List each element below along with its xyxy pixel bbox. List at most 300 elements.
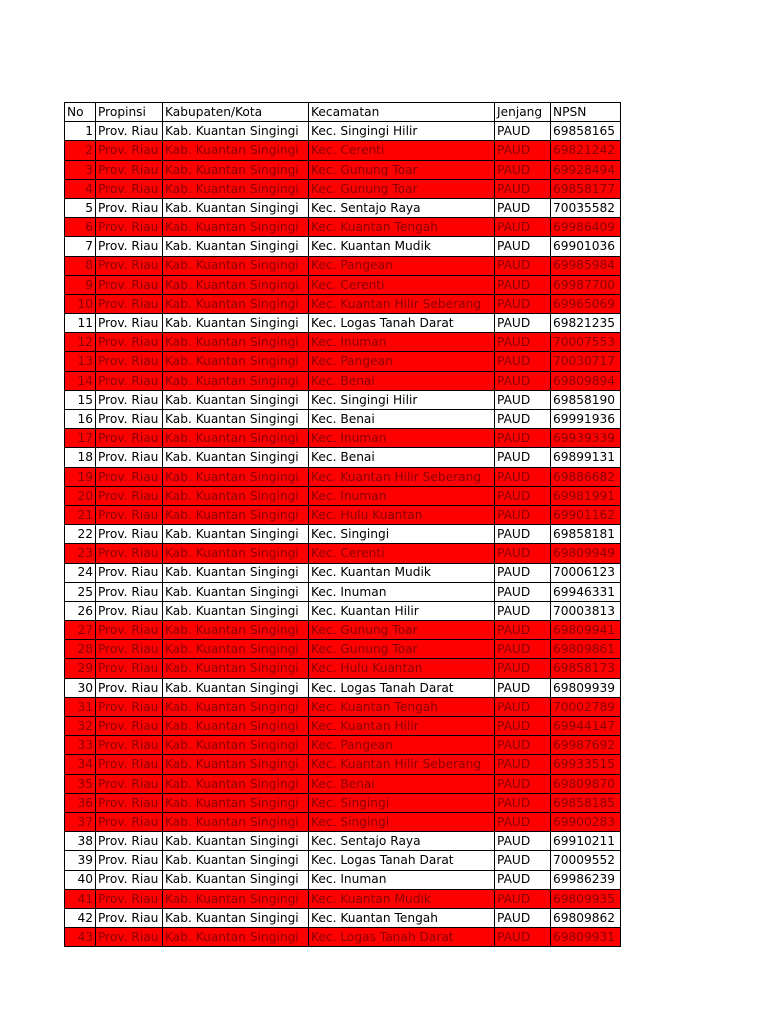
cell-no: 2 [65,141,96,160]
cell-no: 17 [65,429,96,448]
cell-no: 13 [65,352,96,371]
table-row [65,793,621,812]
cell-npsn: 70002789 [551,697,621,716]
cell-no: 22 [65,525,96,544]
cell-kabupaten: Kab. Kuantan Singingi [163,601,309,620]
cell-no: 29 [65,659,96,678]
cell-kecamatan: Kec. Kuantan Mudik [309,889,495,908]
cell-npsn: 69809861 [551,640,621,659]
cell-npsn: 69965069 [551,294,621,313]
table-row [65,563,621,582]
cell-no: 1 [65,122,96,141]
cell-jenjang: PAUD [495,908,551,927]
cell-npsn: 69901162 [551,505,621,524]
cell-no: 21 [65,505,96,524]
table-row [65,198,621,217]
table-row [65,621,621,640]
cell-jenjang: PAUD [495,851,551,870]
cell-no: 28 [65,640,96,659]
cell-jenjang: PAUD [495,448,551,467]
cell-kecamatan: Kec. Cerenti [309,275,495,294]
cell-no: 20 [65,486,96,505]
table-row [65,832,621,851]
cell-kecamatan: Kec. Kuantan Tengah [309,218,495,237]
table-row [65,505,621,524]
cell-kabupaten: Kab. Kuantan Singingi [163,621,309,640]
cell-kabupaten: Kab. Kuantan Singingi [163,659,309,678]
cell-jenjang: PAUD [495,717,551,736]
cell-propinsi: Prov. Riau [96,736,163,755]
cell-jenjang: PAUD [495,352,551,371]
table-row [65,333,621,352]
cell-no: 40 [65,870,96,889]
cell-no: 5 [65,198,96,217]
cell-kecamatan: Kec. Kuantan Tengah [309,697,495,716]
cell-propinsi: Prov. Riau [96,659,163,678]
cell-no: 32 [65,717,96,736]
cell-kecamatan: Kec. Gunung Toar [309,179,495,198]
cell-npsn: 69987692 [551,736,621,755]
cell-kecamatan: Kec. Inuman [309,870,495,889]
table-row [65,601,621,620]
cell-npsn: 69858181 [551,525,621,544]
cell-npsn: 69985984 [551,256,621,275]
table-row [65,448,621,467]
cell-jenjang: PAUD [495,122,551,141]
cell-kecamatan: Kec. Kuantan Mudik [309,563,495,582]
cell-jenjang: PAUD [495,889,551,908]
cell-no: 34 [65,755,96,774]
table-row [65,525,621,544]
cell-no: 7 [65,237,96,256]
cell-jenjang: PAUD [495,218,551,237]
table-row [65,486,621,505]
cell-kabupaten: Kab. Kuantan Singingi [163,774,309,793]
cell-npsn: 69910211 [551,832,621,851]
header-npsn: NPSN [551,103,621,122]
table-row [65,678,621,697]
cell-kabupaten: Kab. Kuantan Singingi [163,429,309,448]
table-row [65,467,621,486]
table-row [65,314,621,333]
cell-propinsi: Prov. Riau [96,870,163,889]
cell-jenjang: PAUD [495,563,551,582]
table-row [65,390,621,409]
cell-jenjang: PAUD [495,410,551,429]
cell-kecamatan: Kec. Singingi [309,793,495,812]
cell-no: 12 [65,333,96,352]
header-row [65,103,621,122]
cell-no: 31 [65,697,96,716]
cell-jenjang: PAUD [495,774,551,793]
cell-kabupaten: Kab. Kuantan Singingi [163,237,309,256]
table-row [65,928,621,947]
cell-kabupaten: Kab. Kuantan Singingi [163,179,309,198]
cell-propinsi: Prov. Riau [96,352,163,371]
cell-propinsi: Prov. Riau [96,717,163,736]
cell-kabupaten: Kab. Kuantan Singingi [163,141,309,160]
cell-kecamatan: Kec. Logas Tanah Darat [309,314,495,333]
header-kecamatan: Kecamatan [309,103,495,122]
cell-kabupaten: Kab. Kuantan Singingi [163,198,309,217]
cell-jenjang: PAUD [495,141,551,160]
table-row [65,275,621,294]
cell-propinsi: Prov. Riau [96,889,163,908]
table-row [65,256,621,275]
cell-npsn: 69858173 [551,659,621,678]
cell-npsn: 69809941 [551,621,621,640]
cell-propinsi: Prov. Riau [96,179,163,198]
cell-no: 9 [65,275,96,294]
cell-kabupaten: Kab. Kuantan Singingi [163,486,309,505]
cell-npsn: 69858185 [551,793,621,812]
cell-no: 10 [65,294,96,313]
cell-kabupaten: Kab. Kuantan Singingi [163,793,309,812]
cell-npsn: 70007553 [551,333,621,352]
cell-kecamatan: Kec. Sentajo Raya [309,832,495,851]
cell-kecamatan: Kec. Singingi Hilir [309,122,495,141]
cell-kecamatan: Kec. Pangean [309,736,495,755]
table-row [65,851,621,870]
cell-npsn: 69809935 [551,889,621,908]
cell-no: 16 [65,410,96,429]
cell-propinsi: Prov. Riau [96,371,163,390]
cell-npsn: 69858190 [551,390,621,409]
cell-npsn: 69821235 [551,314,621,333]
cell-npsn: 69939339 [551,429,621,448]
cell-npsn: 69986409 [551,218,621,237]
cell-propinsi: Prov. Riau [96,812,163,831]
cell-propinsi: Prov. Riau [96,314,163,333]
cell-propinsi: Prov. Riau [96,544,163,563]
table-row [65,717,621,736]
cell-kecamatan: Kec. Kuantan Hilir Seberang [309,755,495,774]
cell-no: 39 [65,851,96,870]
cell-kecamatan: Kec. Kuantan Hilir Seberang [309,467,495,486]
table-row [65,697,621,716]
cell-propinsi: Prov. Riau [96,486,163,505]
cell-kecamatan: Kec. Inuman [309,486,495,505]
cell-propinsi: Prov. Riau [96,563,163,582]
cell-kecamatan: Kec. Pangean [309,352,495,371]
cell-propinsi: Prov. Riau [96,928,163,947]
cell-no: 41 [65,889,96,908]
cell-jenjang: PAUD [495,755,551,774]
table-row [65,870,621,889]
cell-kecamatan: Kec. Logas Tanah Darat [309,678,495,697]
cell-jenjang: PAUD [495,697,551,716]
cell-jenjang: PAUD [495,505,551,524]
table-row [65,659,621,678]
cell-kecamatan: Kec. Inuman [309,582,495,601]
cell-kabupaten: Kab. Kuantan Singingi [163,640,309,659]
cell-kecamatan: Kec. Kuantan Hilir [309,717,495,736]
cell-jenjang: PAUD [495,390,551,409]
cell-no: 15 [65,390,96,409]
table-row [65,736,621,755]
cell-jenjang: PAUD [495,812,551,831]
cell-jenjang: PAUD [495,237,551,256]
cell-propinsi: Prov. Riau [96,198,163,217]
cell-kabupaten: Kab. Kuantan Singingi [163,928,309,947]
cell-propinsi: Prov. Riau [96,621,163,640]
cell-no: 36 [65,793,96,812]
cell-kecamatan: Kec. Hulu Kuantan [309,659,495,678]
cell-propinsi: Prov. Riau [96,429,163,448]
cell-no: 25 [65,582,96,601]
table-row [65,237,621,256]
cell-kecamatan: Kec. Benai [309,371,495,390]
header-propinsi: Propinsi [96,103,163,122]
cell-npsn: 69933515 [551,755,621,774]
cell-jenjang: PAUD [495,467,551,486]
cell-npsn: 69809870 [551,774,621,793]
cell-kabupaten: Kab. Kuantan Singingi [163,256,309,275]
table-row [65,179,621,198]
cell-jenjang: PAUD [495,678,551,697]
cell-kabupaten: Kab. Kuantan Singingi [163,352,309,371]
cell-kecamatan: Kec. Inuman [309,429,495,448]
cell-kabupaten: Kab. Kuantan Singingi [163,582,309,601]
cell-jenjang: PAUD [495,793,551,812]
cell-kabupaten: Kab. Kuantan Singingi [163,851,309,870]
cell-kabupaten: Kab. Kuantan Singingi [163,717,309,736]
cell-kecamatan: Kec. Hulu Kuantan [309,505,495,524]
cell-kabupaten: Kab. Kuantan Singingi [163,448,309,467]
cell-jenjang: PAUD [495,371,551,390]
cell-no: 27 [65,621,96,640]
cell-no: 37 [65,812,96,831]
cell-propinsi: Prov. Riau [96,832,163,851]
cell-kecamatan: Kec. Cerenti [309,141,495,160]
cell-kecamatan: Kec. Gunung Toar [309,640,495,659]
cell-jenjang: PAUD [495,486,551,505]
cell-npsn: 69821242 [551,141,621,160]
header-kabupaten: Kabupaten/Kota [163,103,309,122]
cell-npsn: 69901036 [551,237,621,256]
cell-jenjang: PAUD [495,544,551,563]
cell-propinsi: Prov. Riau [96,582,163,601]
cell-kecamatan: Kec. Singingi [309,812,495,831]
cell-npsn: 70003813 [551,601,621,620]
table-row [65,352,621,371]
cell-npsn: 69986239 [551,870,621,889]
cell-npsn: 70030717 [551,352,621,371]
table-row [65,160,621,179]
cell-kecamatan: Kec. Sentajo Raya [309,198,495,217]
cell-kecamatan: Kec. Kuantan Hilir Seberang [309,294,495,313]
cell-no: 24 [65,563,96,582]
cell-npsn: 69946331 [551,582,621,601]
cell-npsn: 69981991 [551,486,621,505]
table-row [65,429,621,448]
cell-propinsi: Prov. Riau [96,448,163,467]
cell-npsn: 69809894 [551,371,621,390]
cell-kecamatan: Kec. Logas Tanah Darat [309,928,495,947]
cell-propinsi: Prov. Riau [96,908,163,927]
cell-jenjang: PAUD [495,294,551,313]
cell-jenjang: PAUD [495,314,551,333]
cell-jenjang: PAUD [495,179,551,198]
cell-propinsi: Prov. Riau [96,390,163,409]
cell-propinsi: Prov. Riau [96,122,163,141]
header-jenjang: Jenjang [495,103,551,122]
table-row [65,640,621,659]
cell-npsn: 69809949 [551,544,621,563]
cell-jenjang: PAUD [495,582,551,601]
cell-npsn: 69991936 [551,410,621,429]
cell-kabupaten: Kab. Kuantan Singingi [163,544,309,563]
cell-npsn: 69899131 [551,448,621,467]
cell-kecamatan: Kec. Kuantan Hilir [309,601,495,620]
cell-no: 30 [65,678,96,697]
cell-kabupaten: Kab. Kuantan Singingi [163,678,309,697]
cell-kabupaten: Kab. Kuantan Singingi [163,812,309,831]
cell-propinsi: Prov. Riau [96,525,163,544]
cell-kabupaten: Kab. Kuantan Singingi [163,525,309,544]
cell-kabupaten: Kab. Kuantan Singingi [163,697,309,716]
cell-no: 14 [65,371,96,390]
cell-jenjang: PAUD [495,928,551,947]
cell-propinsi: Prov. Riau [96,678,163,697]
cell-propinsi: Prov. Riau [96,294,163,313]
cell-no: 43 [65,928,96,947]
cell-no: 38 [65,832,96,851]
cell-npsn: 70006123 [551,563,621,582]
cell-propinsi: Prov. Riau [96,601,163,620]
cell-kecamatan: Kec. Cerenti [309,544,495,563]
cell-no: 11 [65,314,96,333]
cell-propinsi: Prov. Riau [96,237,163,256]
cell-no: 33 [65,736,96,755]
cell-kecamatan: Kec. Singingi Hilir [309,390,495,409]
cell-propinsi: Prov. Riau [96,141,163,160]
cell-kecamatan: Kec. Singingi [309,525,495,544]
cell-kabupaten: Kab. Kuantan Singingi [163,505,309,524]
cell-no: 3 [65,160,96,179]
cell-propinsi: Prov. Riau [96,851,163,870]
table-row [65,410,621,429]
cell-kecamatan: Kec. Kuantan Mudik [309,237,495,256]
cell-kabupaten: Kab. Kuantan Singingi [163,832,309,851]
cell-jenjang: PAUD [495,198,551,217]
cell-kecamatan: Kec. Benai [309,774,495,793]
cell-kecamatan: Kec. Gunung Toar [309,621,495,640]
table-row [65,908,621,927]
cell-no: 18 [65,448,96,467]
cell-kecamatan: Kec. Pangean [309,256,495,275]
cell-npsn: 69987700 [551,275,621,294]
cell-propinsi: Prov. Riau [96,467,163,486]
cell-no: 42 [65,908,96,927]
cell-jenjang: PAUD [495,256,551,275]
cell-propinsi: Prov. Riau [96,160,163,179]
cell-kabupaten: Kab. Kuantan Singingi [163,908,309,927]
cell-jenjang: PAUD [495,640,551,659]
cell-propinsi: Prov. Riau [96,755,163,774]
cell-no: 4 [65,179,96,198]
cell-no: 6 [65,218,96,237]
cell-kabupaten: Kab. Kuantan Singingi [163,410,309,429]
cell-npsn: 69858177 [551,179,621,198]
cell-propinsi: Prov. Riau [96,218,163,237]
cell-jenjang: PAUD [495,275,551,294]
cell-jenjang: PAUD [495,870,551,889]
cell-kabupaten: Kab. Kuantan Singingi [163,333,309,352]
cell-kabupaten: Kab. Kuantan Singingi [163,160,309,179]
header-no: No [65,103,96,122]
table-row [65,755,621,774]
cell-jenjang: PAUD [495,429,551,448]
cell-propinsi: Prov. Riau [96,505,163,524]
table-row [65,371,621,390]
data-table [64,102,621,947]
table-row [65,218,621,237]
cell-jenjang: PAUD [495,736,551,755]
cell-kecamatan: Kec. Inuman [309,333,495,352]
cell-kecamatan: Kec. Logas Tanah Darat [309,851,495,870]
cell-propinsi: Prov. Riau [96,410,163,429]
cell-kabupaten: Kab. Kuantan Singingi [163,122,309,141]
cell-npsn: 69944147 [551,717,621,736]
table-row [65,812,621,831]
cell-no: 35 [65,774,96,793]
cell-jenjang: PAUD [495,832,551,851]
cell-npsn: 69900283 [551,812,621,831]
cell-npsn: 70035582 [551,198,621,217]
table-row [65,582,621,601]
cell-no: 19 [65,467,96,486]
cell-kabupaten: Kab. Kuantan Singingi [163,736,309,755]
cell-jenjang: PAUD [495,525,551,544]
table-row [65,122,621,141]
table-row [65,774,621,793]
cell-kecamatan: Kec. Gunung Toar [309,160,495,179]
cell-kabupaten: Kab. Kuantan Singingi [163,755,309,774]
cell-npsn: 70009552 [551,851,621,870]
cell-propinsi: Prov. Riau [96,256,163,275]
table-row [65,889,621,908]
cell-npsn: 69809862 [551,908,621,927]
cell-kabupaten: Kab. Kuantan Singingi [163,870,309,889]
cell-propinsi: Prov. Riau [96,275,163,294]
cell-kabupaten: Kab. Kuantan Singingi [163,275,309,294]
table-row [65,294,621,313]
cell-kecamatan: Kec. Benai [309,448,495,467]
cell-npsn: 69858165 [551,122,621,141]
cell-npsn: 69809931 [551,928,621,947]
cell-kabupaten: Kab. Kuantan Singingi [163,294,309,313]
cell-kecamatan: Kec. Benai [309,410,495,429]
cell-propinsi: Prov. Riau [96,697,163,716]
cell-propinsi: Prov. Riau [96,640,163,659]
table-row [65,141,621,160]
cell-kabupaten: Kab. Kuantan Singingi [163,467,309,486]
cell-kabupaten: Kab. Kuantan Singingi [163,563,309,582]
cell-propinsi: Prov. Riau [96,774,163,793]
table-row [65,544,621,563]
cell-jenjang: PAUD [495,621,551,640]
cell-no: 23 [65,544,96,563]
cell-no: 26 [65,601,96,620]
cell-kabupaten: Kab. Kuantan Singingi [163,889,309,908]
cell-jenjang: PAUD [495,333,551,352]
cell-propinsi: Prov. Riau [96,793,163,812]
cell-jenjang: PAUD [495,659,551,678]
cell-kecamatan: Kec. Kuantan Tengah [309,908,495,927]
cell-jenjang: PAUD [495,160,551,179]
cell-jenjang: PAUD [495,601,551,620]
